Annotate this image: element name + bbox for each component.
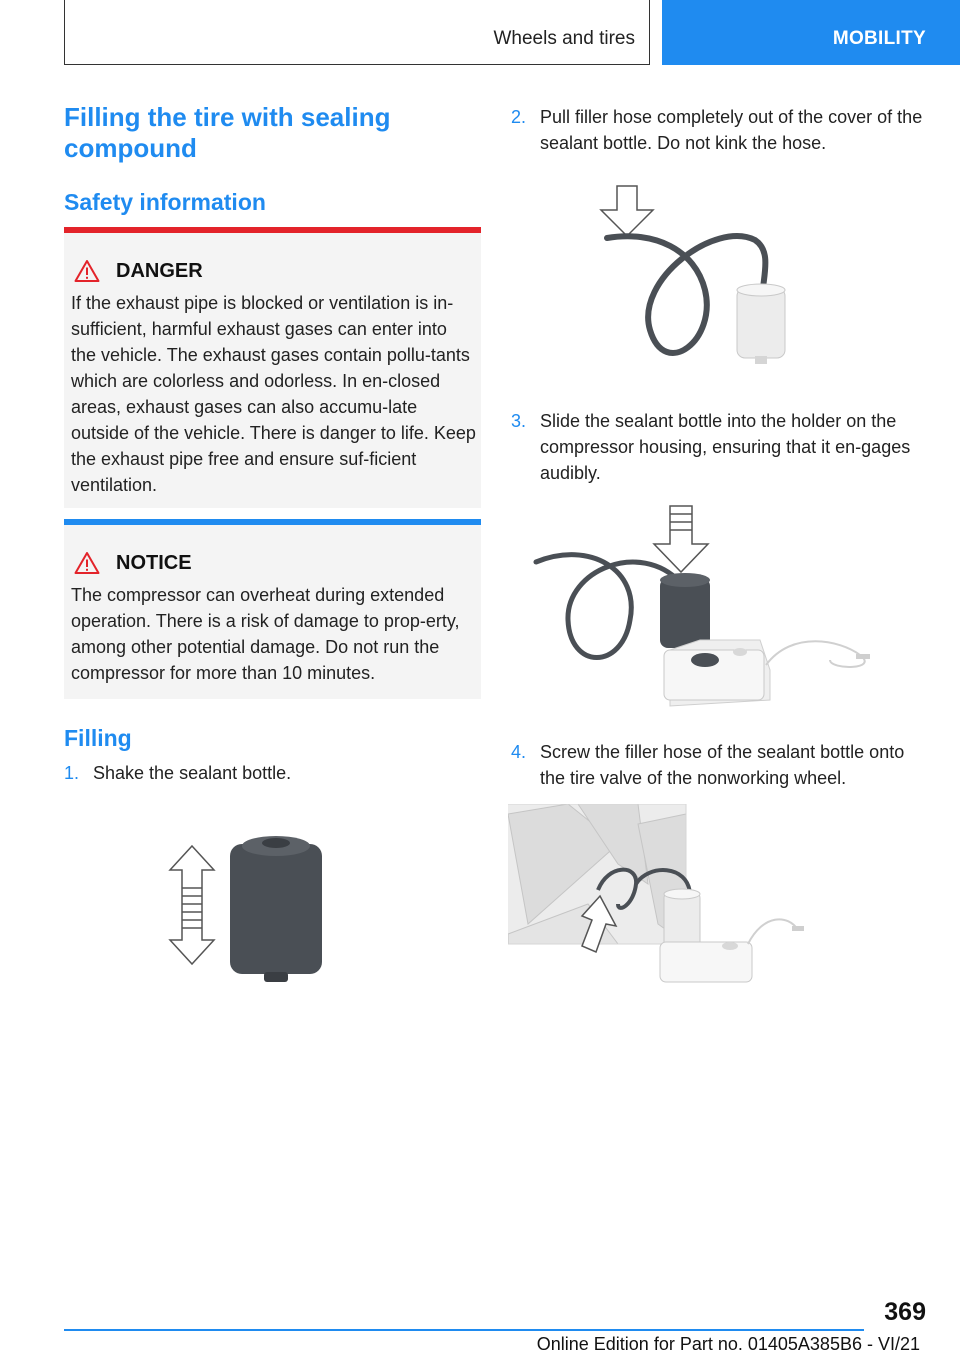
danger-header <box>74 259 203 283</box>
header-section-label: MOBILITY <box>832 28 926 49</box>
compressor <box>664 640 770 706</box>
filling-heading: Filling <box>64 725 132 751</box>
step-number: 1. <box>64 763 80 783</box>
pull-hose-figure <box>595 180 795 375</box>
compressor <box>660 942 752 982</box>
double-arrow-icon <box>170 846 214 964</box>
connect-wheel-figure <box>508 804 808 994</box>
warning-triangle-icon <box>74 259 100 283</box>
notice-text: The compressor can overheat during extended operation. There is a risk of damage to prop-erty, among other potential damage. Do not run the compressor for more than 10 minutes. <box>71 585 460 683</box>
notice-box <box>64 519 481 699</box>
header-chapter-frame <box>64 0 650 65</box>
step-text: Screw the filler hose of the sealant bottle onto the tire valve of the nonworking wheel. <box>540 742 905 788</box>
insert-bottle-figure <box>530 500 920 720</box>
header-section-tab <box>662 0 960 65</box>
step-4 <box>511 739 926 791</box>
step-2 <box>511 104 926 156</box>
step-3 <box>511 408 926 486</box>
step-number: 4. <box>511 742 527 762</box>
safety-heading: Safety information <box>64 189 266 215</box>
step-text: Slide the sealant bottle into the holder on the compressor housing, ensuring that it en-gages audibly. <box>540 411 911 483</box>
sealant-bottle <box>737 284 785 364</box>
step-1 <box>64 760 481 786</box>
shake-bottle-figure <box>160 830 340 990</box>
sealant-bottle <box>664 889 700 948</box>
down-arrow-icon <box>654 506 708 572</box>
footer-divider <box>64 1329 864 1331</box>
notice-label: NOTICE <box>116 551 192 574</box>
step-text: Shake the sealant bottle. <box>93 763 292 783</box>
footer-edition: Online Edition for Part no. 01405A385B6 - VI/21 <box>536 1334 920 1354</box>
page-title: Filling the tire with sealing compound <box>64 102 391 163</box>
danger-text: If the exhaust pipe is blocked or ventilation is in-sufficient, harmful exhaust gases can enter into the vehicle. The exhaust gases contain pollu-tants which are colorless and odorless. In en-closed areas, exhaust gases can also accumu-late outside of the vehicle. There is danger to life. Keep the exhaust pipe free and ensure suf-ficient ventilation. <box>71 293 476 495</box>
warning-triangle-icon <box>74 551 100 575</box>
sealant-bottle <box>230 836 322 982</box>
sealant-bottle <box>660 573 710 648</box>
danger-label: DANGER <box>116 259 203 282</box>
danger-box <box>64 227 481 508</box>
step-number: 3. <box>511 411 527 431</box>
header-chapter: Wheels and tires <box>493 28 635 49</box>
notice-header <box>74 551 192 575</box>
step-number: 2. <box>511 107 527 127</box>
step-text: Pull filler hose completely out of the cover of the sealant bottle. Do not kink the hose. <box>540 107 923 153</box>
page-number: 369 <box>884 1298 926 1326</box>
down-arrow-icon <box>601 186 653 236</box>
